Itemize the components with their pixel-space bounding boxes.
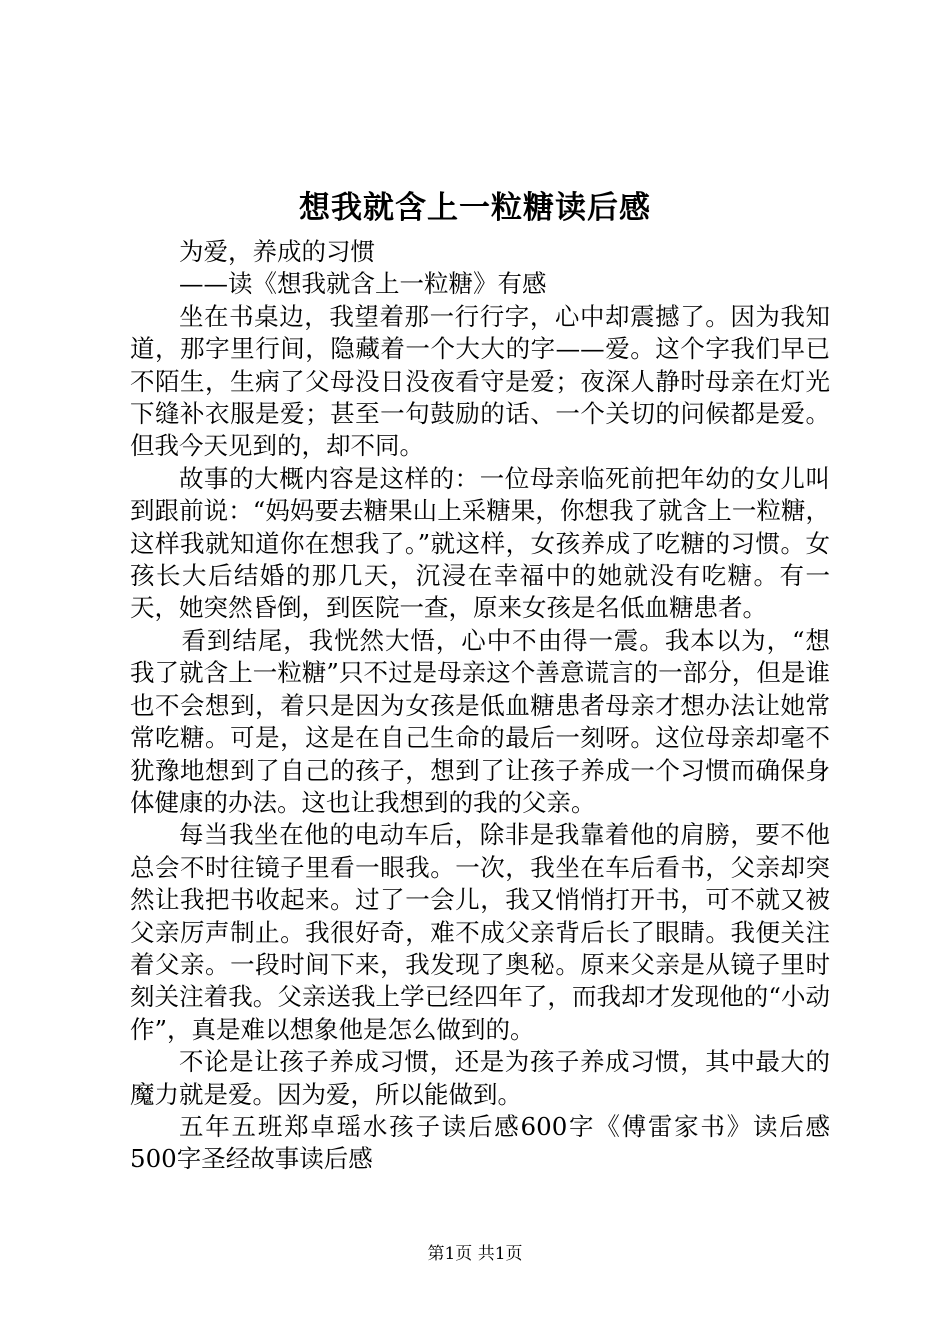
paragraph: 不论是让孩子养成习惯，还是为孩子养成习惯，其中最大的魔力就是爱。因为爱，所以能做到。 <box>130 1047 830 1109</box>
document-body <box>130 236 830 1176</box>
related-links: 五年五班郑卓瑶水孩子读后感600字《傅雷家书》读后感500字圣经故事读后感 <box>130 1111 830 1174</box>
paragraph: 坐在书桌边，我望着那一行行字，心中却震撼了。因为我知道，那字里行间，隐藏着一个大大的字——爱。这个字我们早已不陌生，生病了父母没日没夜看守是爱；夜深人静时母亲在灯光下缝补衣服是爱；甚至一句鼓励的话、一个关切的问候都是爱。但我今天见到的，却不同。 <box>130 301 830 461</box>
page-footer: 第1页 共1页 <box>427 1244 523 1264</box>
paragraph: 故事的大概内容是这样的：一位母亲临死前把年幼的女儿叫到跟前说：“妈妈要去糖果山上采糖果，你想我了就含上一粒糖，这样我就知道你在想我了。”就这样，女孩养成了吃糖的习惯。女孩长大后结婚的那几天，沉浸在幸福中的她就没有吃糖。有一天，她突然昏倒，到医院一查，原来女孩是名低血糖患者。 <box>130 463 830 623</box>
subtitle-line: 为爱，养成的习惯 <box>179 237 375 266</box>
document-title: 想我就含上一粒糖读后感 <box>299 190 651 226</box>
paragraph: 看到结尾，我恍然大悟，心中不由得一震。我本以为，“想我了就含上一粒糖”只不过是母亲这个善意谎言的一部分，但是谁也不会想到，着只是因为女孩是低血糖患者母亲才想办法让她常常吃糖。可是，这是在自己生命的最后一刻呀。这位母亲却毫不犹豫地想到了自己的孩子，想到了让孩子养成一个习惯而确保身体健康的办法。这也让我想到的我的父亲。 <box>130 625 830 817</box>
paragraph: 每当我坐在他的电动车后，除非是我靠着他的肩膀，要不他总会不时往镜子里看一眼我。一次，我坐在车后看书，父亲却突然让我把书收起来。过了一会儿，我又悄悄打开书，可不就又被父亲厉声制止。我很好奇，难不成父亲背后长了眼睛。我便关注着父亲。一段时间下来，我发现了奥秘。原来父亲是从镜子里时刻关注着我。父亲送我上学已经四年了，而我却才发现他的“小动作”，真是难以想象他是怎么做到的。 <box>130 820 830 1044</box>
subtitle-byline: ——读《想我就含上一粒糖》有感 <box>179 269 547 299</box>
